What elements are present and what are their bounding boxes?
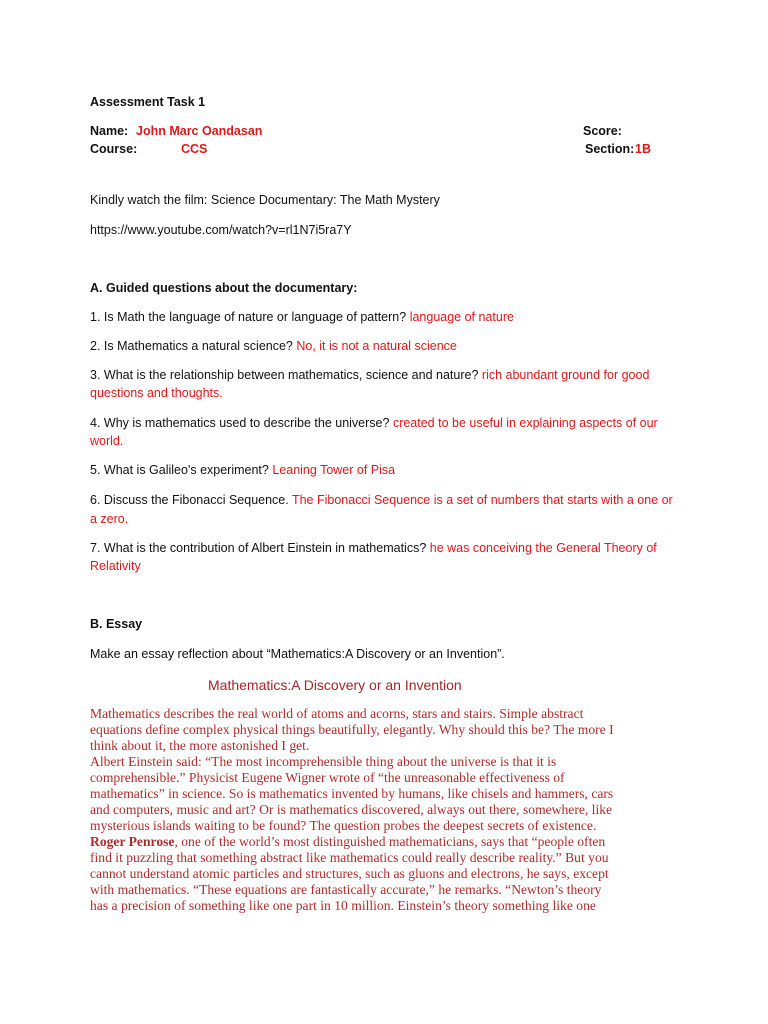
score-label: Score: xyxy=(583,124,622,138)
answer-continuation: a zero. xyxy=(90,512,129,526)
essay-line: Mathematics describes the real world of atoms and acorns, stars and stairs. Simple abstract xyxy=(90,706,584,721)
essay-line: mathematics” in science. So is mathematics invented by humans, like chisels and hammers, cars xyxy=(90,786,614,801)
task-title: Assessment Task 1 xyxy=(90,95,206,109)
question-6 xyxy=(90,492,673,508)
essay-line: and computers, music and art? Or is mathematics discovered, always out there, somewhere, like xyxy=(90,802,613,817)
answer-text: language of nature xyxy=(409,310,514,324)
essay-title: Mathematics:A Discovery or an Invention xyxy=(208,677,462,693)
course-label: Course: xyxy=(90,142,138,156)
section-value: 1B xyxy=(635,142,651,156)
answer-text: Leaning Tower of Pisa xyxy=(272,463,396,477)
part-b-heading: B. Essay xyxy=(90,617,143,631)
name-value: John Marc Oandasan xyxy=(136,124,263,138)
answer-text: No, it is not a natural science xyxy=(296,339,457,353)
question-text: 1. Is Math the language of nature or language of pattern? xyxy=(90,310,407,324)
question-7 xyxy=(90,540,657,556)
course-value: CCS xyxy=(181,142,208,156)
section-label: Section: xyxy=(585,142,635,156)
answer-continuation: questions and thoughts. xyxy=(90,386,223,400)
answer-text: The Fibonacci Sequence is a set of numbers that starts with a one or xyxy=(291,493,673,507)
essay-line: comprehensible.” Physicist Eugene Wigner wrote of “the unreasonable effectiveness of xyxy=(90,770,565,785)
essay-line: mysterious islands waiting to be found? The question probes the deepest secrets of existence. xyxy=(90,818,597,833)
essay-line: think about it, the more astonished I get. xyxy=(90,738,310,753)
answer-text: rich abundant ground for good xyxy=(481,368,650,382)
name-label: Name: xyxy=(90,124,129,138)
question-text: 6. Discuss the Fibonacci Sequence. xyxy=(90,493,289,507)
question-text: 4. Why is mathematics used to describe the universe? xyxy=(90,416,390,430)
essay-line-rest: , one of the world’s most distinguished mathematicians, says that “people often xyxy=(174,834,606,849)
answer-continuation: Relativity xyxy=(90,559,141,573)
answer-text: he was conceiving the General Theory of xyxy=(429,541,657,555)
essay-line: equations define complex physical things beautifully, elegantly. Why should this be? The more I xyxy=(90,722,614,737)
essay-line: Albert Einstein said: “The most incomprehensible thing about the universe is that it is xyxy=(90,754,557,769)
watch-instruction: Kindly watch the film: Science Documentary: The Math Mystery xyxy=(90,193,440,207)
essay-line: has a precision of something like one part in 10 million. Einstein’s theory something like one xyxy=(90,898,596,913)
question-text: 3. What is the relationship between mathematics, science and nature? xyxy=(90,368,479,382)
answer-continuation: world. xyxy=(90,434,124,448)
essay-line: cannot understand atomic particles and structures, such as gluons and electrons, he says, except xyxy=(90,866,609,881)
essay-line: with mathematics. “These equations are fantastically accurate,” he remarks. “Newton’s theory xyxy=(90,882,602,897)
answer-text: created to be useful in explaining aspects of our xyxy=(392,416,658,430)
part-a-heading: A. Guided questions about the documentary: xyxy=(90,281,358,295)
question-4 xyxy=(90,415,658,431)
question-5 xyxy=(90,462,395,478)
question-text: 7. What is the contribution of Albert Einstein in mathematics? xyxy=(90,541,427,555)
question-text: 2. Is Mathematics a natural science? xyxy=(90,339,293,353)
essay-line xyxy=(90,834,680,850)
video-url: https://www.youtube.com/watch?v=rl1N7i5ra7Y xyxy=(90,223,352,237)
essay-instruction: Make an essay reflection about “Mathematics:A Discovery or an Invention”. xyxy=(90,647,505,661)
essay-bold-name: Roger Penrose xyxy=(90,834,175,849)
question-2 xyxy=(90,338,457,354)
question-1 xyxy=(90,309,514,325)
essay-line: find it puzzling that something abstract like mathematics could really describe reality.” But you xyxy=(90,850,609,865)
question-3 xyxy=(90,367,649,383)
question-text: 5. What is Galileo's experiment? xyxy=(90,463,269,477)
essay-body xyxy=(90,706,680,914)
